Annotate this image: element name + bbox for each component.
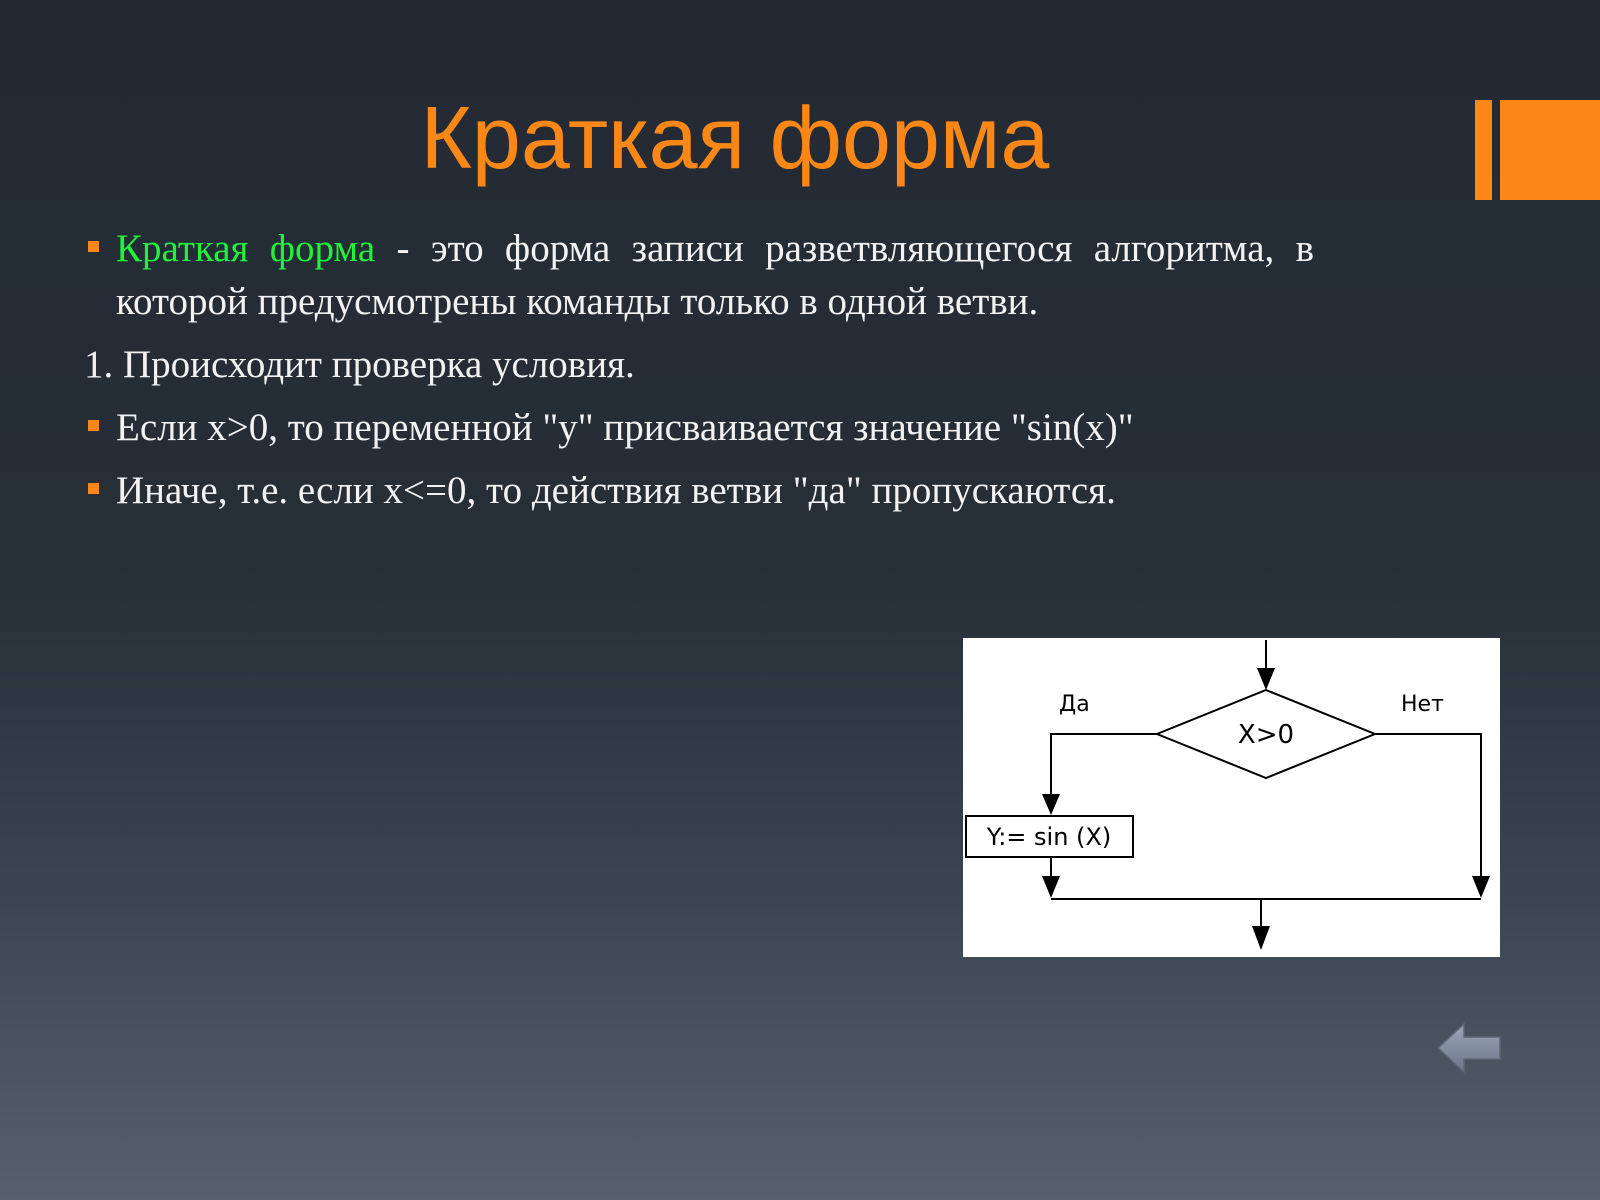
- action-label: Y:= sin (X): [986, 823, 1112, 851]
- action-exit-arrowhead: [1042, 876, 1060, 898]
- yes-branch-line: [1051, 734, 1157, 796]
- no-branch-line: [1375, 734, 1481, 878]
- definition-term: Краткая форма: [116, 227, 376, 270]
- condition-label: X>0: [1237, 720, 1295, 750]
- back-arrow-svg: [1436, 1022, 1502, 1074]
- no-label: Нет: [1401, 692, 1444, 717]
- back-arrow-icon[interactable]: [1436, 1022, 1502, 1074]
- decor-bar-thin: [1475, 100, 1492, 200]
- definition-text: - это форма записи разветвляющегося алгоритма, в которой предусмотрены команды только в одной ветви.: [116, 227, 1314, 323]
- flowchart: [963, 638, 1500, 957]
- definition-paragraph: [84, 222, 1314, 328]
- step-one: 1. Происходит проверка условия.: [84, 343, 635, 386]
- yes-arrowhead: [1042, 794, 1060, 815]
- bullet-else: Иначе, т.е. если x<=0, то действия ветви "да" пропускаются.: [84, 464, 1314, 517]
- entry-arrowhead: [1257, 668, 1275, 690]
- exit-arrowhead: [1252, 926, 1270, 950]
- bullet-if: Если x>0, то переменной "y" присваивается значение "sin(x)": [84, 401, 1314, 454]
- slide-title: Краткая форма: [420, 88, 1050, 187]
- decor-bar-thick: [1500, 100, 1600, 200]
- no-arrowhead: [1472, 876, 1490, 898]
- back-arrow-shape: [1438, 1024, 1500, 1072]
- flowchart-svg: [963, 638, 1500, 957]
- yes-label: Да: [1059, 692, 1090, 717]
- slide-body: [84, 222, 1314, 527]
